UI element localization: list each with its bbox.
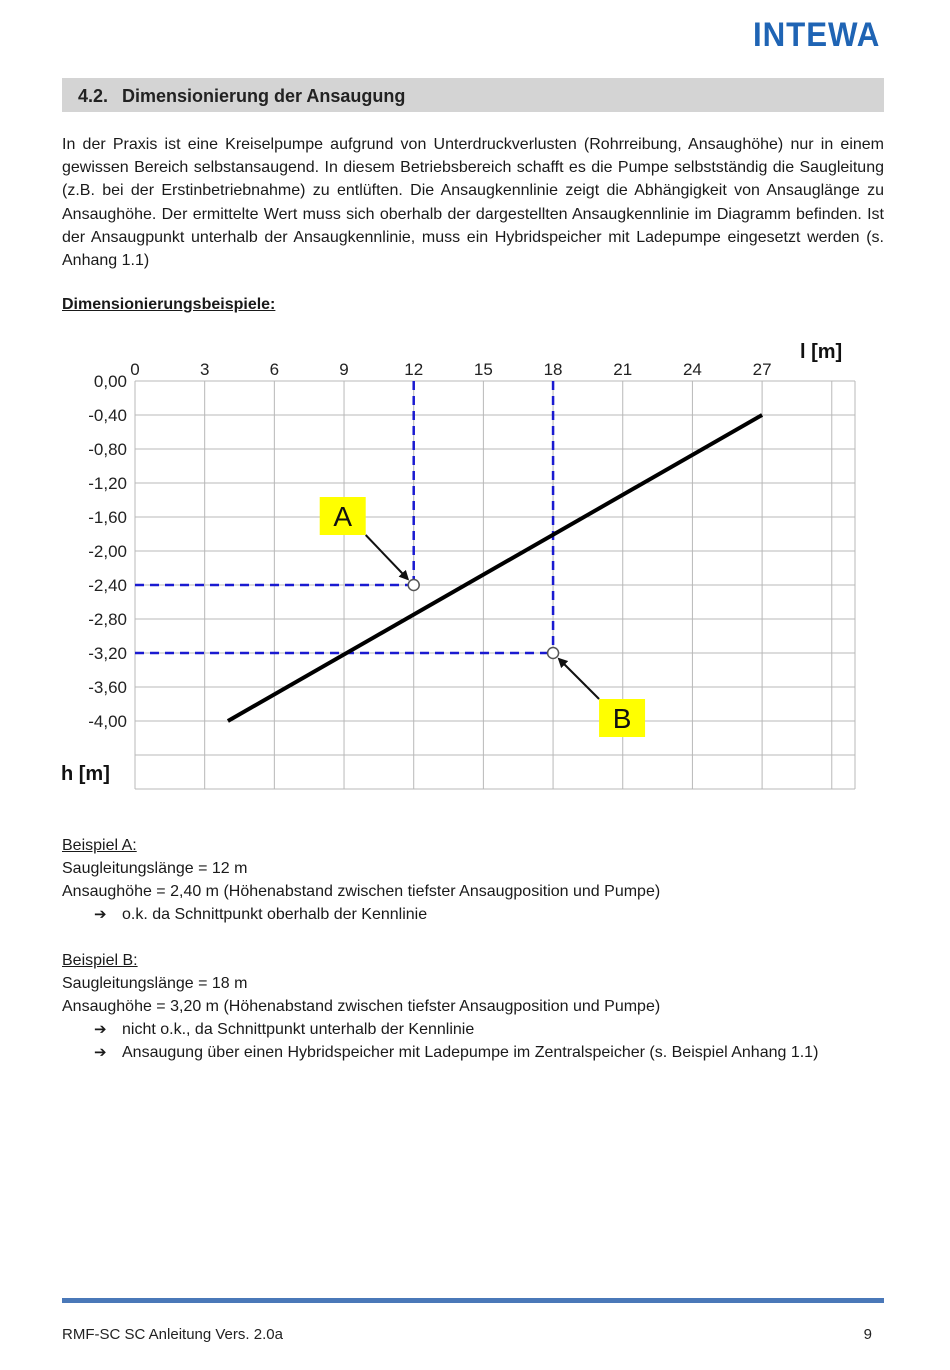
- chart-series: [228, 415, 762, 721]
- y-tick-label: -2,40: [88, 576, 127, 595]
- example-a-heading: Beispiel A:: [62, 837, 137, 854]
- y-tick-label: -2,00: [88, 542, 127, 561]
- suction-characteristic-line: [228, 415, 762, 721]
- example-a-bullet: [62, 903, 902, 926]
- y-tick-label: -0,40: [88, 406, 127, 425]
- x-tick-label: 12: [404, 360, 424, 379]
- example-b-height: Ansaughöhe = 3,20 m (Höhenabstand zwischen tiefster Ansaugposition und Pumpe): [62, 998, 661, 1015]
- x-tick-label: 21: [613, 360, 633, 379]
- arrow-right-icon: ➔: [94, 906, 107, 923]
- point-label: A: [333, 501, 353, 532]
- data-point-marker: [548, 648, 559, 659]
- x-tick-label: 9: [339, 360, 349, 379]
- x-tick-label: 27: [752, 360, 772, 379]
- x-tick-label: 15: [473, 360, 493, 379]
- chart-ticks: [88, 360, 771, 731]
- example-b-bullet-text: Ansaugung über einen Hybridspeicher mit Ladepumpe im Zentralspeicher (s. Beispiel Anhang 1.1): [122, 1044, 819, 1061]
- example-a: [62, 834, 902, 926]
- intewa-logo: INTEWA: [752, 16, 880, 54]
- footer-document-title: RMF-SC SC Anleitung Vers. 2.0a: [62, 1326, 283, 1343]
- section-title-text: Dimensionierung der Ansaugung: [122, 86, 406, 106]
- y-tick-label: -3,20: [88, 644, 127, 663]
- data-point-marker: [408, 580, 419, 591]
- x-tick-label: 18: [543, 360, 563, 379]
- y-tick-label: -1,20: [88, 474, 127, 493]
- example-b-bullet-text: nicht o.k., da Schnittpunkt unterhalb der Kennlinie: [122, 1021, 475, 1038]
- section-header: [62, 78, 884, 112]
- x-tick-label: 0: [130, 360, 140, 379]
- section-number: 4.2.: [78, 86, 109, 106]
- example-a-height: Ansaughöhe = 2,40 m (Höhenabstand zwischen tiefster Ansaugposition und Pumpe): [62, 883, 661, 900]
- y-tick-label: -3,60: [88, 678, 127, 697]
- point-label: B: [612, 703, 632, 734]
- y-tick-label: 0,00: [93, 372, 127, 391]
- example-b-bullet: [62, 1018, 902, 1041]
- suction-characteristic-chart: [55, 332, 865, 807]
- point-arrow: [366, 535, 408, 579]
- x-tick-label: 6: [269, 360, 280, 379]
- x-tick-label: 3: [199, 360, 210, 379]
- example-b-length: Saugleitungslänge = 18 m: [62, 975, 248, 992]
- example-b-heading: Beispiel B:: [62, 952, 138, 969]
- examples-heading: Dimensionierungsbeispiele:: [62, 296, 276, 313]
- example-a-length: Saugleitungslänge = 12 m: [62, 860, 248, 877]
- chart-points: [320, 497, 645, 737]
- footer-rule: [62, 1298, 884, 1303]
- intro-paragraph: In der Praxis ist eine Kreiselpumpe aufgrund von Unterdruckverlusten (Rohrreibung, Ansaughöhe) nur in einem gewissen Bereich selbstansaugend. In diesem Betriebsbereich schafft es die Pumpe selbstständig die Saugleitung (z.B. bei der Erstinbetriebnahme) zu entlüften. Die Ansaugkennlinie zeigt die Abhängigkeit von Ansauglänge zu Ansaughöhe. Der ermittelte Wert muss sich oberhalb der dargestellten Ansaugkennlinie im Diagramm befinden. Ist der Ansaugpunkt unterhalb der Ansaugkennlinie, muss ein Hybridspeicher mit Ladepumpe eingesetzt werden (s. Anhang 1.1): [62, 136, 884, 270]
- y-tick-label: -0,80: [88, 440, 127, 459]
- section-title: [78, 86, 405, 107]
- y-tick-label: -2,80: [88, 610, 127, 629]
- chart-svg: [55, 332, 865, 802]
- x-tick-label: 24: [682, 360, 702, 379]
- y-tick-label: -4,00: [88, 712, 127, 731]
- x-axis-label: l [m]: [800, 341, 843, 363]
- y-axis-label: h [m]: [61, 763, 110, 785]
- point-arrow: [559, 659, 599, 699]
- arrow-right-icon: ➔: [94, 1044, 107, 1061]
- arrow-right-icon: ➔: [94, 1021, 107, 1038]
- example-b-bullet: [62, 1041, 902, 1064]
- example-b: [62, 949, 902, 1064]
- example-a-bullet-text: o.k. da Schnittpunkt oberhalb der Kennlinie: [122, 906, 428, 923]
- footer-page-number: 9: [863, 1326, 872, 1343]
- y-tick-label: -1,60: [88, 508, 127, 527]
